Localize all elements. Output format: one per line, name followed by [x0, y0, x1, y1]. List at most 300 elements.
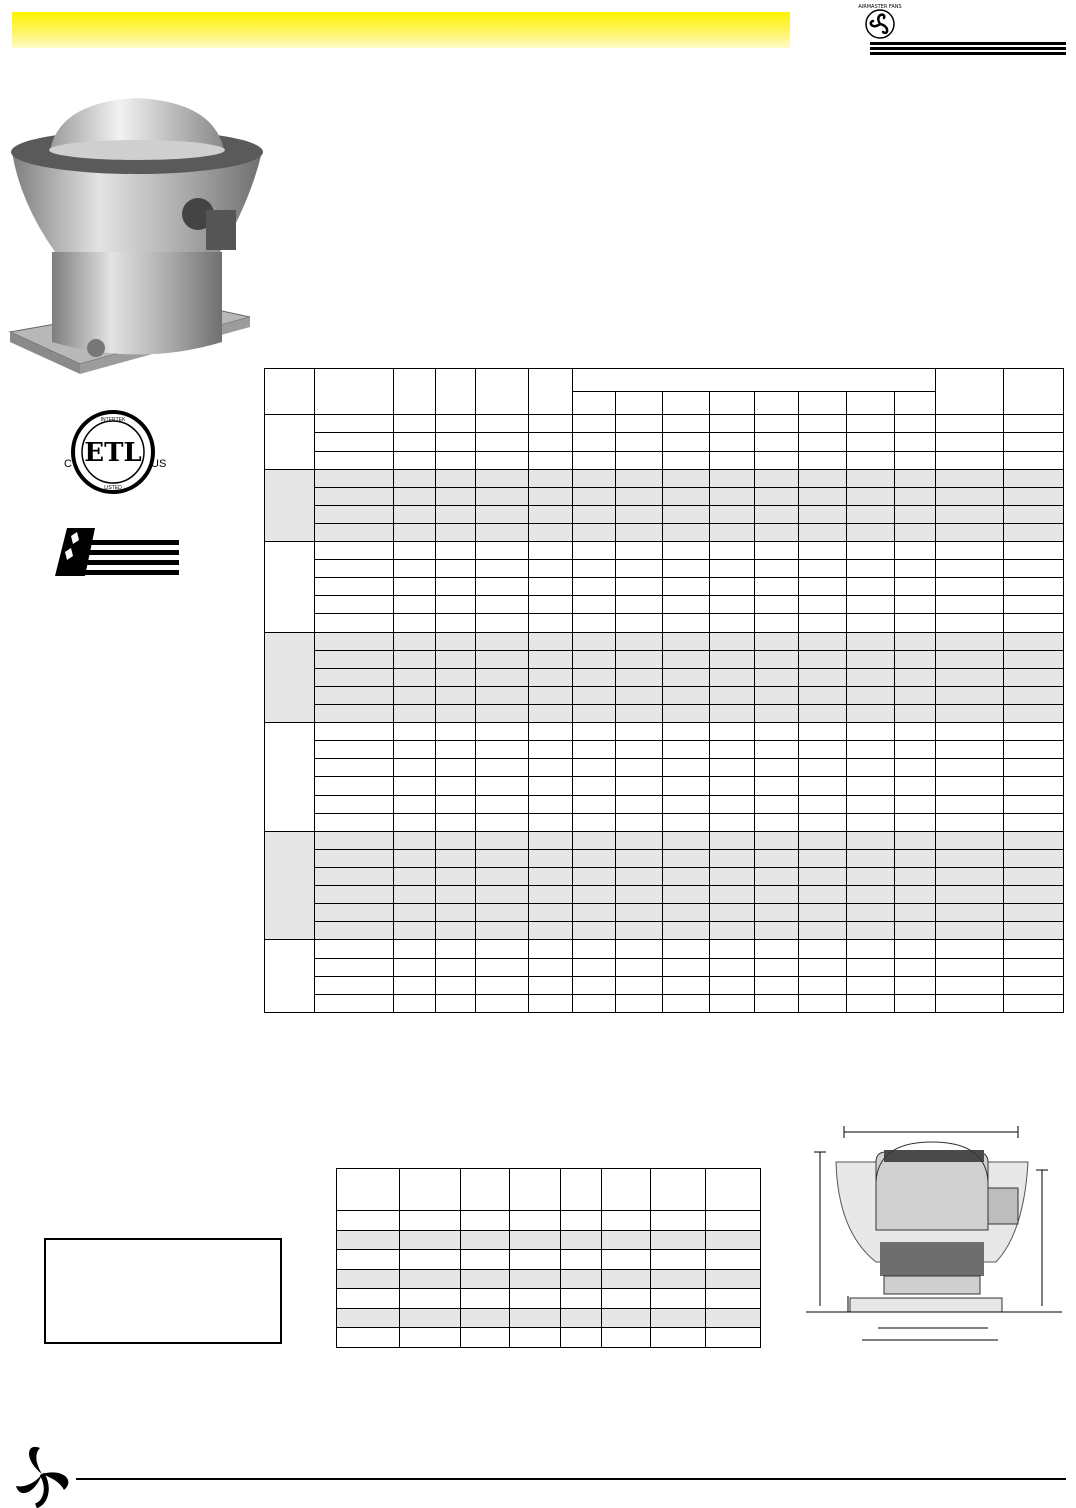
table-cell: [436, 795, 476, 813]
table-cell: [894, 415, 935, 433]
table-cell: [602, 1328, 651, 1348]
table-cell: [894, 560, 935, 578]
svg-text:ETL: ETL: [84, 438, 142, 468]
table-cell: [394, 958, 436, 976]
table-cell: [573, 777, 616, 795]
table-row: [265, 813, 1064, 831]
table-cell: [935, 578, 1003, 596]
table-cell: [663, 777, 709, 795]
table-cell: [315, 741, 394, 759]
table-cell: [663, 886, 709, 904]
table-cell: [573, 922, 616, 940]
table-cell: [754, 523, 798, 541]
table-cell: [529, 523, 573, 541]
table-row: [265, 469, 1064, 487]
table-row: [265, 795, 1064, 813]
table-cell: [894, 542, 935, 560]
table-cell: [1003, 650, 1063, 668]
table-cell: [602, 1269, 651, 1289]
table-cell: [894, 994, 935, 1012]
table-cell: [573, 904, 616, 922]
table-cell: [529, 632, 573, 650]
table-cell: [337, 1308, 400, 1328]
table-cell: [394, 795, 436, 813]
table-row: [337, 1289, 761, 1309]
table-cell: [436, 723, 476, 741]
table-row: [265, 741, 1064, 759]
table-cell: [436, 904, 476, 922]
table-cell: [337, 1289, 400, 1309]
table-row: [265, 560, 1064, 578]
upblast-exhaust-fan-photo: [0, 92, 272, 392]
table-cell: [616, 976, 663, 994]
table-cell: [476, 560, 529, 578]
table-cell: [935, 994, 1003, 1012]
table-cell: [798, 759, 846, 777]
table-cell: [529, 596, 573, 614]
table-cell: [315, 686, 394, 704]
table-cell: [476, 632, 529, 650]
airmaster-swirl-logo-icon: [6, 1440, 76, 1508]
table-cell: [935, 813, 1003, 831]
table-cell: [1003, 415, 1063, 433]
table-cell: [616, 705, 663, 723]
table-cell: [754, 741, 798, 759]
table-cell: [651, 1169, 706, 1211]
table-cell: [709, 705, 754, 723]
table-cell: [1003, 686, 1063, 704]
table-cell: [754, 415, 798, 433]
table-cell: [935, 650, 1003, 668]
table-cell: [561, 1328, 602, 1348]
table-row: [265, 994, 1064, 1012]
table-cell: [476, 668, 529, 686]
table-cell: [476, 469, 529, 487]
table-cell: [436, 686, 476, 704]
table-cell: [663, 469, 709, 487]
table-cell: [663, 451, 709, 469]
table-cell: [709, 560, 754, 578]
table-cell: [616, 451, 663, 469]
table-cell: [510, 1169, 561, 1211]
table-cell: [315, 886, 394, 904]
table-cell: [337, 1250, 400, 1270]
table-cell: [561, 1269, 602, 1289]
table-cell: [394, 849, 436, 867]
table-cell: [394, 723, 436, 741]
table-cell: [476, 831, 529, 849]
table-cell: [1003, 940, 1063, 958]
table-cell: [798, 849, 846, 867]
table-cell: [394, 777, 436, 795]
footer-rule: [76, 1478, 1066, 1480]
table-cell: [798, 705, 846, 723]
table-cell: [1003, 904, 1063, 922]
table-cell: [476, 940, 529, 958]
table-cell: [935, 686, 1003, 704]
table-cell: [846, 795, 894, 813]
table-cell: [894, 958, 935, 976]
table-cell: [754, 976, 798, 994]
table-cell: [709, 813, 754, 831]
table-cell: [265, 831, 315, 940]
table-cell: [798, 723, 846, 741]
table-cell: [798, 596, 846, 614]
table-cell: [561, 1169, 602, 1211]
table-cell: [315, 369, 394, 415]
table-cell: [1003, 578, 1063, 596]
table-cell: [663, 686, 709, 704]
table-cell: [573, 741, 616, 759]
table-cell: [616, 723, 663, 741]
table-cell: [476, 741, 529, 759]
table-cell: [709, 469, 754, 487]
table-cell: [573, 849, 616, 867]
table-cell: [573, 813, 616, 831]
table-cell: [709, 777, 754, 795]
table-cell: [706, 1211, 761, 1231]
table-row: [265, 868, 1064, 886]
table-cell: [616, 596, 663, 614]
table-cell: [663, 741, 709, 759]
table-row: [337, 1250, 761, 1270]
table-cell: [315, 505, 394, 523]
table-row: [265, 922, 1064, 940]
table-cell: [709, 849, 754, 867]
table-cell: [529, 578, 573, 596]
table-cell: [1003, 451, 1063, 469]
table-cell: [1003, 741, 1063, 759]
table-cell: [616, 632, 663, 650]
table-cell: [476, 958, 529, 976]
table-cell: [709, 578, 754, 596]
table-cell: [798, 505, 846, 523]
table-cell: [265, 469, 315, 541]
table-cell: [935, 831, 1003, 849]
table-cell: [846, 469, 894, 487]
table-cell: [573, 831, 616, 849]
table-cell: [394, 976, 436, 994]
table-cell: [616, 940, 663, 958]
table-cell: [754, 994, 798, 1012]
etl-listed-mark-icon: [58, 405, 168, 500]
table-cell: [400, 1289, 461, 1309]
table-cell: [709, 596, 754, 614]
table-cell: [651, 1328, 706, 1348]
table-cell: [436, 505, 476, 523]
table-cell: [706, 1328, 761, 1348]
table-cell: [798, 433, 846, 451]
table-cell: [935, 415, 1003, 433]
table-cell: [476, 904, 529, 922]
table-cell: [709, 795, 754, 813]
table-cell: [846, 759, 894, 777]
table-cell: [573, 505, 616, 523]
table-cell: [709, 632, 754, 650]
table-cell: [935, 940, 1003, 958]
table-cell: [436, 849, 476, 867]
table-cell: [436, 976, 476, 994]
table-cell: [709, 686, 754, 704]
table-cell: [935, 632, 1003, 650]
table-cell: [754, 795, 798, 813]
header-banner: [12, 12, 790, 48]
table-cell: [754, 705, 798, 723]
table-cell: [436, 777, 476, 795]
table-cell: [529, 433, 573, 451]
table-cell: [798, 958, 846, 976]
table-cell: [436, 741, 476, 759]
table-cell: [394, 415, 436, 433]
table-cell: [1003, 831, 1063, 849]
table-cell: [709, 433, 754, 451]
table-cell: [754, 469, 798, 487]
table-cell: [315, 668, 394, 686]
table-cell: [561, 1211, 602, 1231]
table-cell: [436, 523, 476, 541]
table-cell: [400, 1328, 461, 1348]
table-cell: [573, 705, 616, 723]
table-cell: [894, 596, 935, 614]
table-cell: [616, 868, 663, 886]
table-cell: [529, 650, 573, 668]
table-cell: [798, 578, 846, 596]
table-cell: [573, 614, 616, 632]
table-cell: [754, 433, 798, 451]
table-cell: [529, 614, 573, 632]
table-cell: [663, 922, 709, 940]
table-cell: [1003, 976, 1063, 994]
table-cell: [529, 415, 573, 433]
table-row: [265, 578, 1064, 596]
table-cell: [400, 1250, 461, 1270]
table-cell: [573, 560, 616, 578]
table-cell: [476, 596, 529, 614]
table-cell: [935, 741, 1003, 759]
table-cell: [798, 469, 846, 487]
table-cell: [573, 632, 616, 650]
table-cell: [573, 668, 616, 686]
table-cell: [663, 705, 709, 723]
table-cell: [616, 668, 663, 686]
table-cell: [394, 813, 436, 831]
table-cell: [798, 392, 846, 415]
table-cell: [529, 469, 573, 487]
table-cell: [706, 1289, 761, 1309]
table-cell: [846, 868, 894, 886]
table-cell: [394, 886, 436, 904]
table-cell: [315, 614, 394, 632]
table-cell: [663, 759, 709, 777]
table-cell: [846, 904, 894, 922]
table-cell: [651, 1230, 706, 1250]
table-cell: [846, 487, 894, 505]
table-cell: [709, 886, 754, 904]
table-cell: [394, 922, 436, 940]
table-cell: [935, 469, 1003, 487]
table-cell: [602, 1230, 651, 1250]
table-row: [265, 940, 1064, 958]
table-cell: [476, 723, 529, 741]
table-cell: [935, 795, 1003, 813]
table-row: [337, 1230, 761, 1250]
table-cell: [935, 958, 1003, 976]
table-cell: [315, 759, 394, 777]
table-cell: [315, 849, 394, 867]
table-cell: [529, 922, 573, 940]
table-cell: [663, 578, 709, 596]
table-row: [265, 668, 1064, 686]
table-cell: [476, 777, 529, 795]
table-cell: [1003, 369, 1063, 415]
table-cell: [573, 542, 616, 560]
table-cell: [798, 831, 846, 849]
table-cell: [651, 1250, 706, 1270]
table-cell: [436, 487, 476, 505]
table-cell: [616, 922, 663, 940]
table-cell: [573, 723, 616, 741]
table-cell: [573, 686, 616, 704]
table-cell: [394, 369, 436, 415]
table-cell: [798, 560, 846, 578]
table-cell: [616, 523, 663, 541]
table-cell: [663, 505, 709, 523]
table-cell: [846, 596, 894, 614]
table-cell: [394, 868, 436, 886]
table-cell: [1003, 433, 1063, 451]
table-cell: [1003, 795, 1063, 813]
table-cell: [616, 415, 663, 433]
table-cell: [602, 1289, 651, 1309]
svg-text:US: US: [151, 458, 167, 470]
table-cell: [894, 795, 935, 813]
table-cell: [846, 632, 894, 650]
table-cell: [663, 904, 709, 922]
table-cell: [394, 668, 436, 686]
table-cell: [663, 596, 709, 614]
table-cell: [510, 1289, 561, 1309]
table-cell: [529, 542, 573, 560]
table-cell: [754, 505, 798, 523]
table-cell: [265, 632, 315, 723]
table-cell: [573, 976, 616, 994]
table-cell: [476, 487, 529, 505]
table-cell: [529, 668, 573, 686]
table-header-row: [265, 369, 1064, 392]
table-cell: [754, 940, 798, 958]
table-cell: [894, 741, 935, 759]
table-cell: [315, 415, 394, 433]
table-cell: [616, 392, 663, 415]
table-cell: [315, 560, 394, 578]
table-cell: [754, 777, 798, 795]
table-cell: [663, 668, 709, 686]
table-cell: [436, 831, 476, 849]
table-cell: [476, 614, 529, 632]
table-cell: [476, 415, 529, 433]
table-cell: [461, 1269, 510, 1289]
table-cell: [1003, 922, 1063, 940]
table-cell: [798, 904, 846, 922]
table-cell: [394, 759, 436, 777]
table-cell: [529, 904, 573, 922]
table-cell: [529, 849, 573, 867]
table-cell: [798, 632, 846, 650]
table-cell: [651, 1211, 706, 1231]
table-cell: [616, 795, 663, 813]
table-cell: [510, 1308, 561, 1328]
table-cell: [894, 849, 935, 867]
table-cell: [798, 922, 846, 940]
table-cell: [935, 369, 1003, 415]
table-cell: [529, 369, 573, 415]
table-cell: [573, 886, 616, 904]
table-cell: [709, 614, 754, 632]
table-cell: [573, 369, 935, 392]
table-cell: [846, 723, 894, 741]
table-cell: [846, 542, 894, 560]
table-cell: [394, 505, 436, 523]
table-cell: [315, 994, 394, 1012]
table-cell: [337, 1211, 400, 1231]
airmaster-fan-logo-icon: [852, 0, 908, 48]
table-cell: [709, 741, 754, 759]
table-cell: [573, 433, 616, 451]
table-cell: [846, 668, 894, 686]
table-cell: [935, 505, 1003, 523]
table-row: [265, 614, 1064, 632]
table-cell: [709, 922, 754, 940]
table-cell: [510, 1230, 561, 1250]
table-row: [265, 976, 1064, 994]
table-cell: [394, 614, 436, 632]
table-cell: [935, 433, 1003, 451]
table-cell: [529, 868, 573, 886]
table-cell: [846, 560, 894, 578]
table-cell: [894, 650, 935, 668]
table-cell: [436, 578, 476, 596]
table-cell: [476, 868, 529, 886]
table-cell: [315, 650, 394, 668]
table-row: [265, 487, 1064, 505]
table-cell: [663, 849, 709, 867]
table-cell: [663, 795, 709, 813]
table-cell: [798, 795, 846, 813]
table-cell: [651, 1308, 706, 1328]
table-cell: [894, 469, 935, 487]
table-cell: [706, 1230, 761, 1250]
table-cell: [798, 741, 846, 759]
table-cell: [1003, 505, 1063, 523]
table-cell: [894, 686, 935, 704]
table-cell: [461, 1169, 510, 1211]
table-row: [265, 849, 1064, 867]
table-cell: [436, 958, 476, 976]
table-cell: [663, 487, 709, 505]
table-cell: [315, 795, 394, 813]
table-cell: [476, 650, 529, 668]
table-cell: [846, 578, 894, 596]
table-cell: [616, 777, 663, 795]
table-cell: [663, 813, 709, 831]
table-cell: [846, 849, 894, 867]
table-cell: [754, 596, 798, 614]
table-cell: [616, 469, 663, 487]
table-cell: [651, 1289, 706, 1309]
table-cell: [894, 777, 935, 795]
table-cell: [1003, 560, 1063, 578]
table-row: [265, 723, 1064, 741]
